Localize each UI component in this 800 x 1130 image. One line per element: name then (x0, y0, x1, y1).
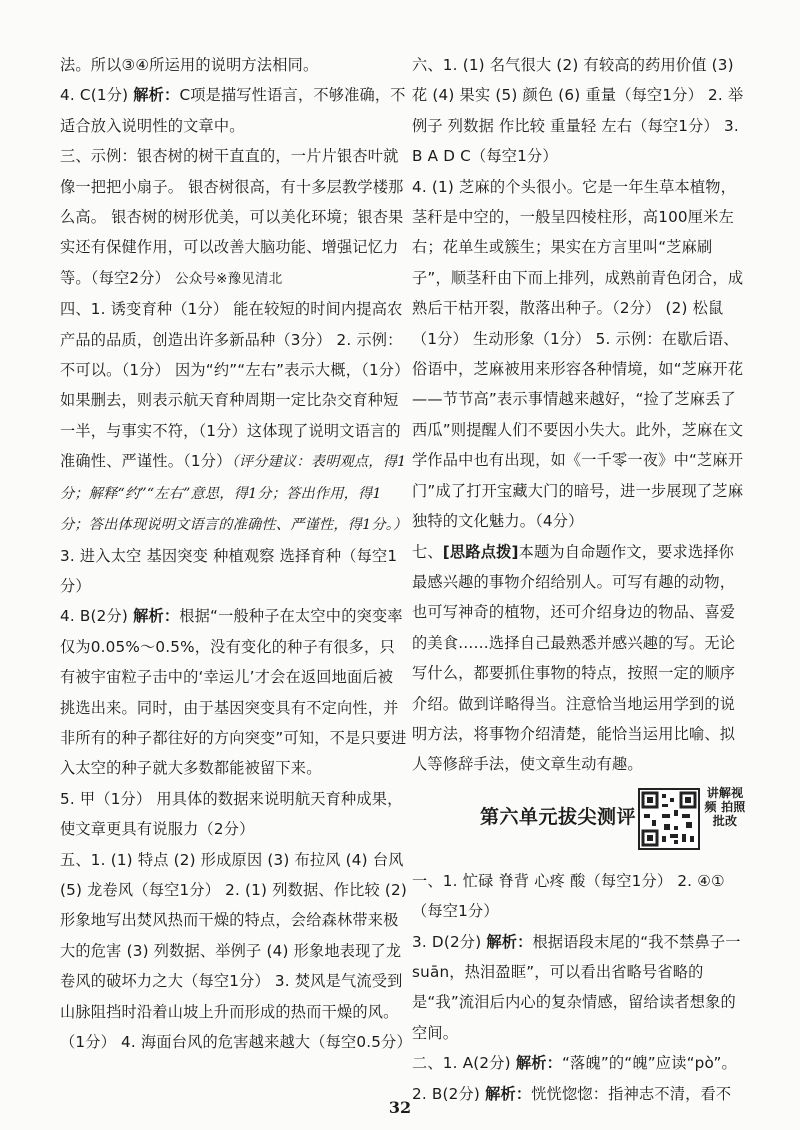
paragraph (60, 50, 408, 80)
paragraph (60, 80, 408, 141)
paragraph (412, 866, 748, 927)
text: “落魄”的“魄”应读“pò”。 (561, 1054, 737, 1073)
text: 根据“一般种子在太空中的突变率仅为0.05%～0.5%，没有变化的种子有很多，只有被宇宙粒子击中的‘幸运儿’才会在返回地面后被挑选出来。同时，由于基因突变具有不定向性，并非所有的种子都往好的方向突变”可知，不是只要进入太空的种子就大多数都能被留下来。 (60, 607, 407, 778)
text: 四、1. 诱变育种（1分） 能在较短的时间内提高农产品的品质，创造出许多新品种（3分） 2. 示例：不可以。（1分） 因为“约”“左右”表示大概，（1分）如果删去，则表示航天育种周期一定比杂交育种短一半，与事实不符，（1分）这体现了说明文语言的准确性、严谨性。（1分） (60, 300, 403, 471)
text: 5. 甲（1分） 用具体的数据来说明航天育种成果，使文章更具有说服力（2分） (60, 789, 403, 839)
text: 七、 (412, 542, 443, 561)
scoring-note: （评分建议：表明观点，得1分；解释“约”“左右”意思，得1分；答出作用，得1分；答出体现说明文语言的准确性、严谨性，得1分。） (60, 454, 408, 534)
text: 五、1. (1) 特点 (2) 形成原因 (3) 布拉风 (4) 台风 (5) 龙卷风（每空1分） 2. (1) 列数据、作比较 (2) 形象地写出焚风热而干燥的特点，会给森林带来极大的危害 (3) 列数据、举例子 (4) 形象地表现了龙卷风的破坏力之大（每空1分） 3. 焚风是气流受到山脉阻挡时沿着山坡上升而形成的热而干燥的风。（1分） 4. 海面台风的危害越来越大（每空0.5分） (60, 850, 412, 1051)
text: 3. D(2分) (412, 932, 487, 951)
text: 一、1. 忙碌 脊背 心疼 酸（每空1分） 2. ④①（每空1分） (412, 871, 725, 921)
left-column (60, 50, 412, 1057)
text: 4. C(1分) (60, 86, 134, 105)
paragraph (412, 50, 748, 172)
text: 法。所以③④所运用的说明方法相同。 (60, 56, 319, 74)
paragraph (60, 141, 408, 294)
hint-tag: [思路点拨] (442, 542, 519, 561)
page-number: 32 (388, 1098, 412, 1117)
paragraph (412, 927, 748, 1049)
text: 三、示例：银杏树的树干直直的，一片片银杏叶就像一把把小扇子。 银杏树很高，有十多层教学楼那么高。 银杏树的树形优美，可以美化环境；银杏果实还有保健作用，可以改善大脑功能、增强记忆力等。（每空2分） (60, 147, 404, 287)
text: 恍恍惚惚：指神志不清，看不 (531, 1084, 732, 1103)
paragraph (60, 784, 408, 845)
paragraph (60, 601, 408, 783)
qr-code-graphic (640, 790, 698, 848)
text: 根据语段末尾的“我不禁鼻子一suān，热泪盈眶”，可以看出省略号省略的是“我”流泪后内心的复杂情感，留给读者想象的空间。 (412, 932, 741, 1042)
paragraph (60, 845, 412, 1058)
text: 六、1. (1) 名气很大 (2) 有较高的药用价值 (3) 花 (4) 果实 (5) 颜色 (6) 重量（每空1分） 2. 举例子 列数据 作比较 重量轻 左右（每空1分） 3. B A D C（每空1分） (412, 56, 744, 166)
watermark-text: 公众号※豫见清北 (175, 270, 283, 287)
text: 本题为自命题作文，要求选择你最感兴趣的事物介绍给别人。可写有趣的动物，也可写神奇的植物，还可介绍身边的物品、喜爱的美食……选择自己最熟悉并感兴趣的写。无论写什么，都要抓住事物的特点，按照一定的顺序介绍。做到详略得当。注意恰当地运用学到的说明方法，将事物介绍清楚，能恰当运用比喻、拟人等修辞手法，使文章生动有趣。 (412, 542, 736, 774)
analysis-label: 解析： (515, 1054, 562, 1073)
right-column (412, 50, 748, 1109)
qr-code-icon[interactable] (638, 788, 700, 850)
text: 2. B(2分) (412, 1084, 486, 1103)
qr-caption: 讲解视频 拍照批改 (704, 785, 746, 828)
section-header (412, 785, 748, 862)
text: 4. B(2分) (60, 607, 134, 626)
text: 4. (1) 芝麻的个头很小。它是一年生草本植物，茎秆是中空的，一般呈四棱柱形，高100厘米左右；花单生或簇生；果实在方言里叫“芝麻刷子”，顺茎秆由下而上排列，成熟前青色闭合，成熟后干枯开裂，散落出种子。（2分） (2) 松鼠（1分） 生动形象（1分） 5. 示例：在歇后语、俗语中，芝麻被用来形容各种情境，如“芝麻开花——节节高”表示事情越来越好，“捡了芝麻丢了西瓜”则提醒人们不要因小失大。此外，芝麻在文学作品中也有出现，如《一千零一夜》中“芝麻开门”成了打开宝藏大门的暗号，进一步展现了芝麻独特的文化魅力。（4分） (412, 177, 744, 531)
text: 3. 进入太空 基因突变 种植观察 选择育种（每空1分） (60, 546, 398, 595)
paragraph (60, 294, 408, 601)
analysis-label: 解析： (133, 607, 180, 626)
paragraph (412, 1048, 748, 1078)
paragraph (412, 172, 748, 537)
analysis-label: 解析： (133, 86, 180, 105)
section-title: 第六单元拔尖测评 (480, 805, 637, 828)
analysis-label: 解析： (486, 932, 533, 951)
text: 二、1. A(2分) (412, 1054, 516, 1073)
analysis-label: 解析： (485, 1084, 532, 1103)
text: C项是描写性语言，不够准确，不适合放入说明性的文章中。 (60, 86, 406, 135)
paragraph (412, 537, 748, 780)
